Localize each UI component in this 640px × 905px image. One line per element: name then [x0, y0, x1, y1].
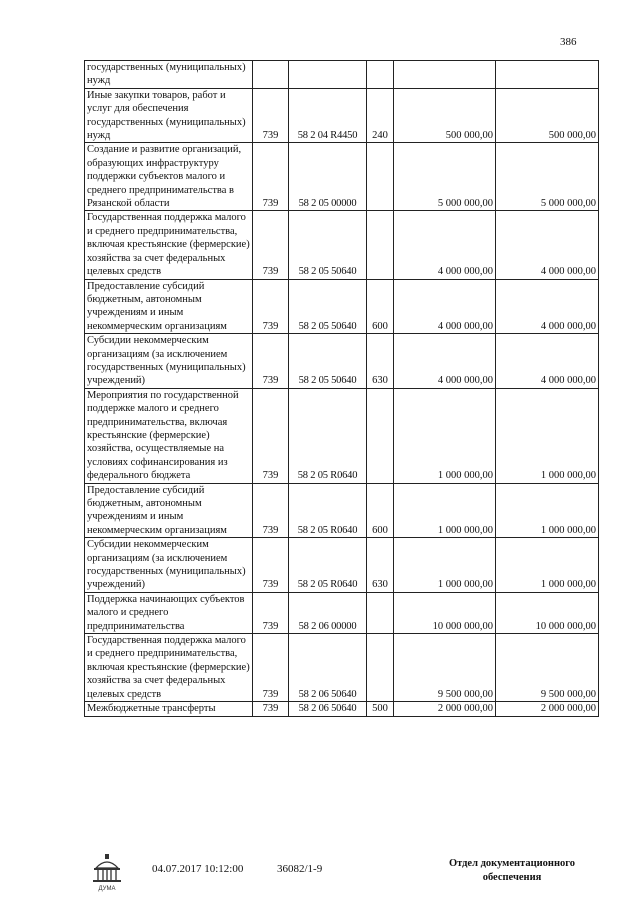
- row-csr-cell: 58 2 05 50640: [289, 279, 367, 334]
- row-sum-year1-cell: 9 500 000,00: [394, 634, 496, 702]
- table-row: [85, 334, 599, 389]
- row-ved-cell: 739: [253, 483, 289, 538]
- row-csr-cell: 58 2 06 00000: [289, 592, 367, 633]
- row-sum-year2-cell: 4 000 000,00: [496, 279, 599, 334]
- row-name-cell: Создание и развитие организаций, образующих инфраструктуру поддержки субъектов малого и среднего предпринимательства в Рязанской области: [85, 143, 253, 211]
- duma-emblem-icon: [90, 854, 124, 892]
- row-ved-cell: 739: [253, 634, 289, 702]
- row-sum-year1-cell: 4 000 000,00: [394, 211, 496, 279]
- row-csr-cell: [289, 61, 367, 89]
- table-row: [85, 483, 599, 538]
- row-vr-cell: 630: [367, 538, 394, 593]
- row-vr-cell: [367, 61, 394, 89]
- row-name-cell: Государственная поддержка малого и среднего предпринимательства, включая крестьянские (фермерские) хозяйства за счет федеральных целевых средств: [85, 634, 253, 702]
- table-row: [85, 61, 599, 89]
- row-vr-cell: [367, 143, 394, 211]
- row-name-cell: Предоставление субсидий бюджетным, автономным учреждениям и иным некоммерческим организациям: [85, 483, 253, 538]
- row-csr-cell: 58 2 05 00000: [289, 143, 367, 211]
- row-csr-cell: 58 2 05 50640: [289, 334, 367, 389]
- row-name-cell: Межбюджетные трансферты: [85, 702, 253, 716]
- row-vr-cell: 240: [367, 88, 394, 143]
- row-vr-cell: [367, 634, 394, 702]
- row-vr-cell: 600: [367, 483, 394, 538]
- row-vr-cell: [367, 592, 394, 633]
- row-ved-cell: 739: [253, 388, 289, 483]
- row-sum-year1-cell: 1 000 000,00: [394, 538, 496, 593]
- row-sum-year2-cell: 2 000 000,00: [496, 702, 599, 716]
- row-vr-cell: 600: [367, 279, 394, 334]
- row-csr-cell: 58 2 05 50640: [289, 211, 367, 279]
- row-csr-cell: 58 2 06 50640: [289, 702, 367, 716]
- table-row: [85, 88, 599, 143]
- row-vr-cell: 500: [367, 702, 394, 716]
- row-name-cell: Субсидии некоммерческим организациям (за исключением государственных (муниципальных) учреждений): [85, 538, 253, 593]
- row-sum-year1-cell: 1 000 000,00: [394, 483, 496, 538]
- footer-doc-code: 36082/1-9: [277, 863, 323, 875]
- table-row: [85, 702, 599, 716]
- row-ved-cell: 739: [253, 592, 289, 633]
- row-sum-year1-cell: 4 000 000,00: [394, 279, 496, 334]
- row-csr-cell: 58 2 06 50640: [289, 634, 367, 702]
- row-name-cell: государственных (муниципальных) нужд: [85, 61, 253, 89]
- row-sum-year1-cell: 2 000 000,00: [394, 702, 496, 716]
- row-csr-cell: 58 2 05 R0640: [289, 388, 367, 483]
- row-name-cell: Государственная поддержка малого и среднего предпринимательства, включая крестьянские (фермерские) хозяйства за счет федеральных целевых средств: [85, 211, 253, 279]
- table-row: [85, 143, 599, 211]
- row-ved-cell: 739: [253, 88, 289, 143]
- row-sum-year2-cell: 4 000 000,00: [496, 334, 599, 389]
- row-sum-year2-cell: 4 000 000,00: [496, 211, 599, 279]
- row-sum-year1-cell: 10 000 000,00: [394, 592, 496, 633]
- svg-text:ДУМА: ДУМА: [98, 886, 116, 892]
- page-number: 386: [560, 36, 577, 48]
- row-name-cell: Субсидии некоммерческим организациям (за исключением государственных (муниципальных) учреждений): [85, 334, 253, 389]
- row-sum-year1-cell: 5 000 000,00: [394, 143, 496, 211]
- table-row: [85, 538, 599, 593]
- row-ved-cell: [253, 61, 289, 89]
- row-ved-cell: 739: [253, 211, 289, 279]
- row-vr-cell: [367, 211, 394, 279]
- row-sum-year2-cell: 10 000 000,00: [496, 592, 599, 633]
- row-ved-cell: 739: [253, 143, 289, 211]
- row-sum-year1-cell: 1 000 000,00: [394, 388, 496, 483]
- table-row: [85, 388, 599, 483]
- row-vr-cell: [367, 388, 394, 483]
- budget-table: [84, 60, 599, 717]
- row-csr-cell: 58 2 05 R0640: [289, 483, 367, 538]
- row-ved-cell: 739: [253, 279, 289, 334]
- row-sum-year2-cell: 1 000 000,00: [496, 388, 599, 483]
- row-sum-year2-cell: 500 000,00: [496, 88, 599, 143]
- table-row: [85, 211, 599, 279]
- row-name-cell: Предоставление субсидий бюджетным, автономным учреждениям и иным некоммерческим организациям: [85, 279, 253, 334]
- row-sum-year2-cell: 1 000 000,00: [496, 483, 599, 538]
- footer-department: Отдел документационного обеспечения: [448, 858, 576, 883]
- table-row: [85, 634, 599, 702]
- table-row: [85, 279, 599, 334]
- row-sum-year2-cell: 9 500 000,00: [496, 634, 599, 702]
- footer-date: 04.07.2017 10:12:00: [152, 863, 244, 875]
- row-sum-year1-cell: [394, 61, 496, 89]
- row-csr-cell: 58 2 04 R4450: [289, 88, 367, 143]
- row-sum-year1-cell: 500 000,00: [394, 88, 496, 143]
- row-name-cell: Поддержка начинающих субъектов малого и среднего предпринимательства: [85, 592, 253, 633]
- row-vr-cell: 630: [367, 334, 394, 389]
- table-row: [85, 592, 599, 633]
- row-ved-cell: 739: [253, 334, 289, 389]
- row-csr-cell: 58 2 05 R0640: [289, 538, 367, 593]
- page-footer: [0, 848, 640, 898]
- row-sum-year2-cell: 5 000 000,00: [496, 143, 599, 211]
- row-sum-year2-cell: [496, 61, 599, 89]
- row-name-cell: Иные закупки товаров, работ и услуг для обеспечения государственных (муниципальных) нужд: [85, 88, 253, 143]
- row-sum-year1-cell: 4 000 000,00: [394, 334, 496, 389]
- row-sum-year2-cell: 1 000 000,00: [496, 538, 599, 593]
- row-ved-cell: 739: [253, 702, 289, 716]
- row-name-cell: Мероприятия по государственной поддержке малого и среднего предпринимательства, включая крестьянские (фермерские) хозяйства, осуществляемые на условиях софинансирования из федерального бюджета: [85, 388, 253, 483]
- row-ved-cell: 739: [253, 538, 289, 593]
